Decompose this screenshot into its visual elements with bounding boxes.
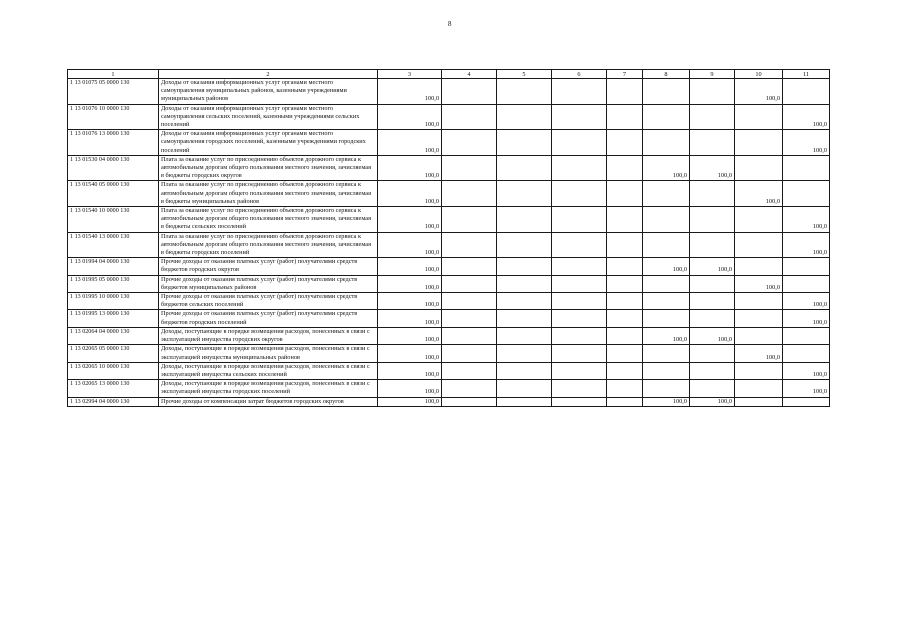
revenue-code-cell: 1 13 01995 10 0000 130 xyxy=(68,293,159,310)
value-cell xyxy=(442,345,497,362)
value-cell: 100,0 xyxy=(783,310,830,327)
value-cell xyxy=(442,380,497,397)
column-header: 2 xyxy=(159,70,378,79)
value-cell xyxy=(735,327,783,344)
value-cell xyxy=(442,310,497,327)
value-cell xyxy=(552,397,607,406)
table-header xyxy=(68,70,830,79)
value-cell xyxy=(552,104,607,130)
value-cell xyxy=(690,345,735,362)
value-cell xyxy=(690,275,735,292)
value-cell xyxy=(497,130,552,156)
revenue-code-cell: 1 13 01530 04 0000 130 xyxy=(68,155,159,181)
value-cell: 100,0 xyxy=(378,397,442,406)
value-cell: 100,0 xyxy=(690,327,735,344)
value-cell xyxy=(552,130,607,156)
value-cell: 100,0 xyxy=(378,130,442,156)
value-cell xyxy=(643,130,690,156)
column-header: 1 xyxy=(68,70,159,79)
value-cell xyxy=(552,232,607,258)
value-cell xyxy=(442,104,497,130)
table-row xyxy=(68,293,830,310)
value-cell: 100,0 xyxy=(783,380,830,397)
value-cell xyxy=(497,155,552,181)
value-cell xyxy=(783,258,830,275)
value-cell: 100,0 xyxy=(643,397,690,406)
value-cell xyxy=(643,293,690,310)
table-row xyxy=(68,397,830,406)
value-cell xyxy=(735,207,783,233)
value-cell xyxy=(607,258,643,275)
value-cell xyxy=(442,79,497,105)
value-cell xyxy=(607,293,643,310)
value-cell xyxy=(735,293,783,310)
value-cell xyxy=(607,380,643,397)
value-cell: 100,0 xyxy=(378,104,442,130)
value-cell xyxy=(607,207,643,233)
value-cell xyxy=(643,104,690,130)
value-cell xyxy=(497,258,552,275)
value-cell xyxy=(643,79,690,105)
value-cell xyxy=(552,258,607,275)
value-cell xyxy=(552,79,607,105)
value-cell: 100,0 xyxy=(690,155,735,181)
table-row xyxy=(68,79,830,105)
value-cell xyxy=(442,258,497,275)
value-cell xyxy=(643,275,690,292)
value-cell xyxy=(607,397,643,406)
value-cell xyxy=(607,275,643,292)
table-row xyxy=(68,362,830,379)
value-cell xyxy=(442,130,497,156)
column-header: 9 xyxy=(690,70,735,79)
value-cell xyxy=(442,293,497,310)
revenue-code-cell: 1 13 02994 04 0000 130 xyxy=(68,397,159,406)
revenue-name-cell: Плата за оказание услуг по присоединению объектов дорожного сервиса к автомобильным дорогам общего пользования местного значения, зачисляемая в бюджеты сельских поселений xyxy=(159,207,378,233)
table-row xyxy=(68,310,830,327)
column-header: 11 xyxy=(783,70,830,79)
revenue-code-cell: 1 13 01994 04 0000 130 xyxy=(68,258,159,275)
value-cell xyxy=(690,181,735,207)
table-row xyxy=(68,345,830,362)
value-cell xyxy=(735,130,783,156)
value-cell: 100,0 xyxy=(643,258,690,275)
value-cell: 100,0 xyxy=(378,275,442,292)
value-cell: 100,0 xyxy=(378,293,442,310)
value-cell: 100,0 xyxy=(735,181,783,207)
revenue-code-cell: 1 13 01076 10 0000 130 xyxy=(68,104,159,130)
value-cell xyxy=(607,104,643,130)
value-cell xyxy=(735,232,783,258)
value-cell xyxy=(497,232,552,258)
value-cell xyxy=(783,181,830,207)
value-cell xyxy=(552,155,607,181)
value-cell xyxy=(497,310,552,327)
value-cell: 100,0 xyxy=(378,207,442,233)
value-cell xyxy=(497,362,552,379)
value-cell xyxy=(643,362,690,379)
value-cell xyxy=(690,232,735,258)
value-cell xyxy=(643,207,690,233)
value-cell: 100,0 xyxy=(735,275,783,292)
column-header: 8 xyxy=(643,70,690,79)
value-cell xyxy=(442,397,497,406)
value-cell: 100,0 xyxy=(378,258,442,275)
revenue-code-cell: 1 13 01540 13 0000 130 xyxy=(68,232,159,258)
value-cell xyxy=(442,232,497,258)
value-cell xyxy=(497,207,552,233)
value-cell: 100,0 xyxy=(378,345,442,362)
value-cell: 100,0 xyxy=(378,232,442,258)
value-cell xyxy=(643,380,690,397)
table-row xyxy=(68,258,830,275)
revenue-name-cell: Доходы, поступающие в порядке возмещения расходов, понесенных в связи с эксплуатацией имущества городских округов xyxy=(159,327,378,344)
table-row xyxy=(68,380,830,397)
page-number: 8 xyxy=(448,20,452,28)
value-cell xyxy=(552,207,607,233)
value-cell xyxy=(735,155,783,181)
value-cell: 100,0 xyxy=(783,207,830,233)
value-cell xyxy=(607,130,643,156)
value-cell: 100,0 xyxy=(378,155,442,181)
value-cell: 100,0 xyxy=(643,327,690,344)
value-cell: 100,0 xyxy=(783,104,830,130)
revenue-name-cell: Доходы от оказания информационных услуг органами местного самоуправления муниципальных районов, казенными учреждениями муниципальных районов xyxy=(159,79,378,105)
value-cell xyxy=(552,327,607,344)
revenue-code-cell: 1 13 02065 10 0000 130 xyxy=(68,362,159,379)
table-row xyxy=(68,181,830,207)
value-cell xyxy=(497,104,552,130)
revenue-name-cell: Плата за оказание услуг по присоединению объектов дорожного сервиса к автомобильным дорогам общего пользования местного значения, зачисляемая в бюджеты городских поселений xyxy=(159,232,378,258)
value-cell xyxy=(643,310,690,327)
value-cell xyxy=(783,79,830,105)
revenue-name-cell: Доходы, поступающие в порядке возмещения расходов, понесенных в связи с эксплуатацией имущества муниципальных районов xyxy=(159,345,378,362)
table-body xyxy=(68,79,830,407)
value-cell xyxy=(783,155,830,181)
table-row xyxy=(68,130,830,156)
column-header: 10 xyxy=(735,70,783,79)
value-cell xyxy=(690,207,735,233)
revenue-code-cell: 1 13 01540 10 0000 130 xyxy=(68,207,159,233)
value-cell xyxy=(497,79,552,105)
value-cell xyxy=(690,380,735,397)
revenue-name-cell: Прочие доходы от оказания платных услуг (работ) получателями средств бюджетов городских округов xyxy=(159,258,378,275)
value-cell xyxy=(643,232,690,258)
value-cell: 100,0 xyxy=(378,181,442,207)
column-header: 7 xyxy=(607,70,643,79)
value-cell xyxy=(442,362,497,379)
value-cell: 100,0 xyxy=(378,380,442,397)
value-cell xyxy=(442,275,497,292)
revenue-name-cell: Доходы от оказания информационных услуг органами местного самоуправления сельских поселений, казенными учреждениями сельских поселений xyxy=(159,104,378,130)
value-cell xyxy=(497,380,552,397)
revenue-name-cell: Доходы, поступающие в порядке возмещения расходов, понесенных в связи с эксплуатацией имущества городских поселений xyxy=(159,380,378,397)
value-cell xyxy=(643,345,690,362)
value-cell xyxy=(552,275,607,292)
revenue-name-cell: Доходы от оказания информационных услуг органами местного самоуправления городских поселений, казенными учреждениями городских поселений xyxy=(159,130,378,156)
revenue-code-cell: 1 13 01995 05 0000 130 xyxy=(68,275,159,292)
column-header: 6 xyxy=(552,70,607,79)
revenue-code-cell: 1 13 01075 05 0000 130 xyxy=(68,79,159,105)
value-cell xyxy=(735,380,783,397)
revenue-code-cell: 1 13 02065 05 0000 130 xyxy=(68,345,159,362)
revenue-name-cell: Плата за оказание услуг по присоединению объектов дорожного сервиса к автомобильным дорогам общего пользования местного значения, зачисляемая в бюджеты городских округов xyxy=(159,155,378,181)
revenue-code-cell: 1 13 01995 13 0000 130 xyxy=(68,310,159,327)
value-cell: 100,0 xyxy=(783,130,830,156)
revenue-code-cell: 1 13 01540 05 0000 130 xyxy=(68,181,159,207)
table-row xyxy=(68,327,830,344)
column-header: 4 xyxy=(442,70,497,79)
value-cell: 100,0 xyxy=(783,232,830,258)
value-cell xyxy=(643,181,690,207)
value-cell xyxy=(690,293,735,310)
value-cell xyxy=(783,397,830,406)
value-cell xyxy=(607,327,643,344)
revenue-code-cell: 1 13 01076 13 0000 130 xyxy=(68,130,159,156)
revenue-name-cell: Прочие доходы от компенсации затрат бюджетов городских округов xyxy=(159,397,378,406)
value-cell xyxy=(607,345,643,362)
revenue-name-cell: Прочие доходы от оказания платных услуг (работ) получателями средств бюджетов городских поселений xyxy=(159,310,378,327)
value-cell xyxy=(442,207,497,233)
revenue-name-cell: Плата за оказание услуг по присоединению объектов дорожного сервиса к автомобильным дорогам общего пользования местного значения, зачисляемая в бюджеты муниципальных районов xyxy=(159,181,378,207)
value-cell xyxy=(607,79,643,105)
value-cell: 100,0 xyxy=(783,293,830,310)
value-cell xyxy=(690,79,735,105)
value-cell xyxy=(607,181,643,207)
value-cell xyxy=(497,293,552,310)
value-cell xyxy=(552,362,607,379)
table-row xyxy=(68,275,830,292)
value-cell xyxy=(497,181,552,207)
revenue-name-cell: Прочие доходы от оказания платных услуг (работ) получателями средств бюджетов муниципальных районов xyxy=(159,275,378,292)
revenue-code-cell: 1 13 02064 04 0000 130 xyxy=(68,327,159,344)
revenue-code-cell: 1 13 02065 13 0000 130 xyxy=(68,380,159,397)
value-cell xyxy=(497,275,552,292)
value-cell xyxy=(497,397,552,406)
value-cell xyxy=(735,310,783,327)
value-cell xyxy=(607,362,643,379)
value-cell xyxy=(442,327,497,344)
value-cell: 100,0 xyxy=(378,362,442,379)
column-header: 5 xyxy=(497,70,552,79)
revenue-name-cell: Прочие доходы от оказания платных услуг (работ) получателями средств бюджетов сельских поселений xyxy=(159,293,378,310)
value-cell: 100,0 xyxy=(735,79,783,105)
value-cell xyxy=(607,310,643,327)
value-cell xyxy=(783,327,830,344)
value-cell xyxy=(783,345,830,362)
value-cell xyxy=(552,310,607,327)
revenue-table xyxy=(67,69,830,407)
table-row xyxy=(68,232,830,258)
revenue-name-cell: Доходы, поступающие в порядке возмещения расходов, понесенных в связи с эксплуатацией имущества сельских поселений xyxy=(159,362,378,379)
header-row xyxy=(68,70,830,79)
value-cell: 100,0 xyxy=(378,79,442,105)
value-cell xyxy=(690,310,735,327)
value-cell xyxy=(442,181,497,207)
value-cell xyxy=(607,155,643,181)
column-header: 3 xyxy=(378,70,442,79)
table-row xyxy=(68,207,830,233)
value-cell xyxy=(552,345,607,362)
value-cell xyxy=(735,362,783,379)
value-cell xyxy=(690,362,735,379)
value-cell xyxy=(497,345,552,362)
value-cell xyxy=(783,275,830,292)
value-cell xyxy=(735,258,783,275)
value-cell xyxy=(690,104,735,130)
table-row xyxy=(68,104,830,130)
value-cell: 100,0 xyxy=(643,155,690,181)
value-cell xyxy=(735,397,783,406)
value-cell xyxy=(552,181,607,207)
value-cell: 100,0 xyxy=(735,345,783,362)
value-cell xyxy=(497,327,552,344)
value-cell xyxy=(552,380,607,397)
value-cell xyxy=(607,232,643,258)
table-row xyxy=(68,155,830,181)
value-cell: 100,0 xyxy=(690,258,735,275)
value-cell xyxy=(552,293,607,310)
value-cell: 100,0 xyxy=(378,310,442,327)
value-cell: 100,0 xyxy=(783,362,830,379)
value-cell xyxy=(442,155,497,181)
value-cell: 100,0 xyxy=(690,397,735,406)
value-cell xyxy=(690,130,735,156)
value-cell: 100,0 xyxy=(378,327,442,344)
value-cell xyxy=(735,104,783,130)
